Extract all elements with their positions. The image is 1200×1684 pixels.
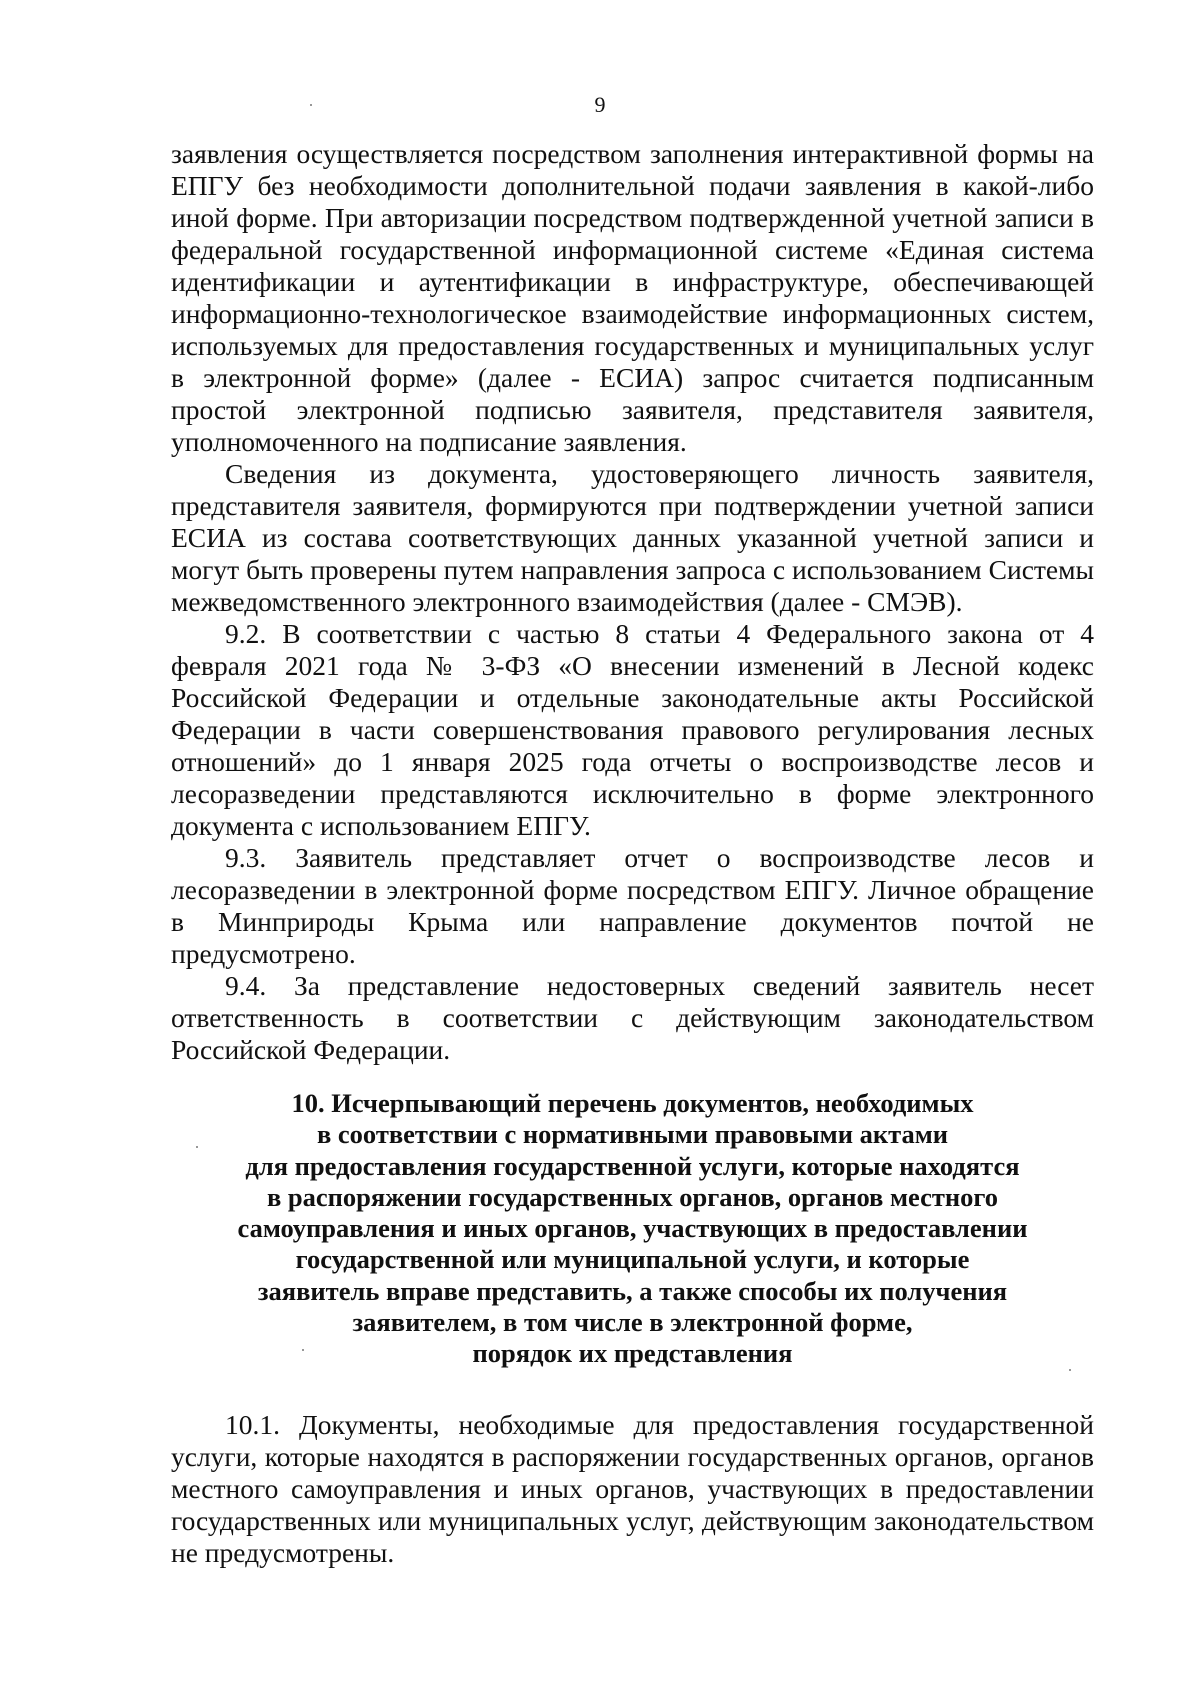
heading-line: порядок их представления xyxy=(472,1338,793,1369)
heading-line: для предоставления государственной услуги, которые находятся xyxy=(245,1150,1020,1181)
heading-line: самоуправления и иных органов, участвующих в предоставлении xyxy=(237,1213,1028,1244)
scan-speck xyxy=(310,104,312,106)
heading-line: заявитель вправе представить, а также способы их получения xyxy=(257,1275,1008,1306)
page-number: 9 xyxy=(594,92,606,117)
heading-line: 10. Исчерпывающий перечень документов, необходимых xyxy=(291,1088,974,1118)
body-text-bottom xyxy=(171,1409,1094,1569)
heading-line: государственной или муниципальной услуги, и которые xyxy=(295,1244,970,1275)
scan-speck xyxy=(1069,1369,1071,1371)
paragraph-10-1: 10.1. Документы, необходимые для предоставления государственной услуги, которые находятся в распоряжении государственных органов, органов местного самоуправления и иных органов, участвующих в предоставлении государственных или муниципальных услуг, действующим законодательством не предусмотрены. xyxy=(171,1409,1094,1568)
scan-speck xyxy=(196,1146,198,1148)
heading-line: в распоряжении государственных органов, органов местного xyxy=(266,1181,999,1212)
scan-speck xyxy=(302,1349,304,1351)
section-10-heading xyxy=(171,1088,1094,1370)
paragraph-9-4: 9.4. За представление недостоверных сведений заявитель несет ответственность в соответствии с действующим законодательством Российской Федерации. xyxy=(171,970,1094,1065)
heading-line: в соответствии с нормативными правовыми актами xyxy=(316,1119,949,1150)
paragraph-continuation: заявления осуществляется посредством заполнения интерактивной формы на ЕПГУ без необходимости дополнительной подачи заявления в какой-либо иной форме. При авторизации посредством подтвержденной учетной записи в федеральной государственной информационной системе «Единая система идентификации и аутентификации в инфраструктуре, обеспечивающей информационно-технологическое взаимодействие информационных систем, используемых для предоставления государственных и муниципальных услуг в электронной форме» (далее - ЕСИА) запрос считается подписанным простой электронной подписью заявителя, представителя заявителя, уполномоченного на подписание заявления. xyxy=(171,138,1094,457)
paragraph-9-3: 9.3. Заявитель представляет отчет о воспроизводстве лесов и лесоразведении в электронной форме посредством ЕПГУ. Личное обращение в Минприроды Крыма или направление документов почтой не предусмотрено. xyxy=(171,842,1094,969)
body-text-top xyxy=(171,138,1094,1066)
heading-line: заявителем, в том числе в электронной форме, xyxy=(352,1307,913,1338)
paragraph-9-2: 9.2. В соответствии с частью 8 статьи 4 Федерального закона от 4 февраля 2021 года № 3-ФЗ «О внесении изменений в Лесной кодекс Российской Федерации и отдельные законодательные акты Российской Федерации в части совершенствования правового регулирования лесных отношений» до 1 января 2025 года отчеты о воспроизводстве лесов и лесоразведении представляются исключительно в форме электронного документа с использованием ЕПГУ. xyxy=(171,618,1094,841)
paragraph-esia-data: Сведения из документа, удостоверяющего личность заявителя, представителя заявителя, формируются при подтверждении учетной записи ЕСИА из состава соответствующих данных указанной учетной записи и могут быть проверены путем направления запроса с использованием Системы межведомственного электронного взаимодействия (далее - СМЭВ). xyxy=(171,458,1094,617)
